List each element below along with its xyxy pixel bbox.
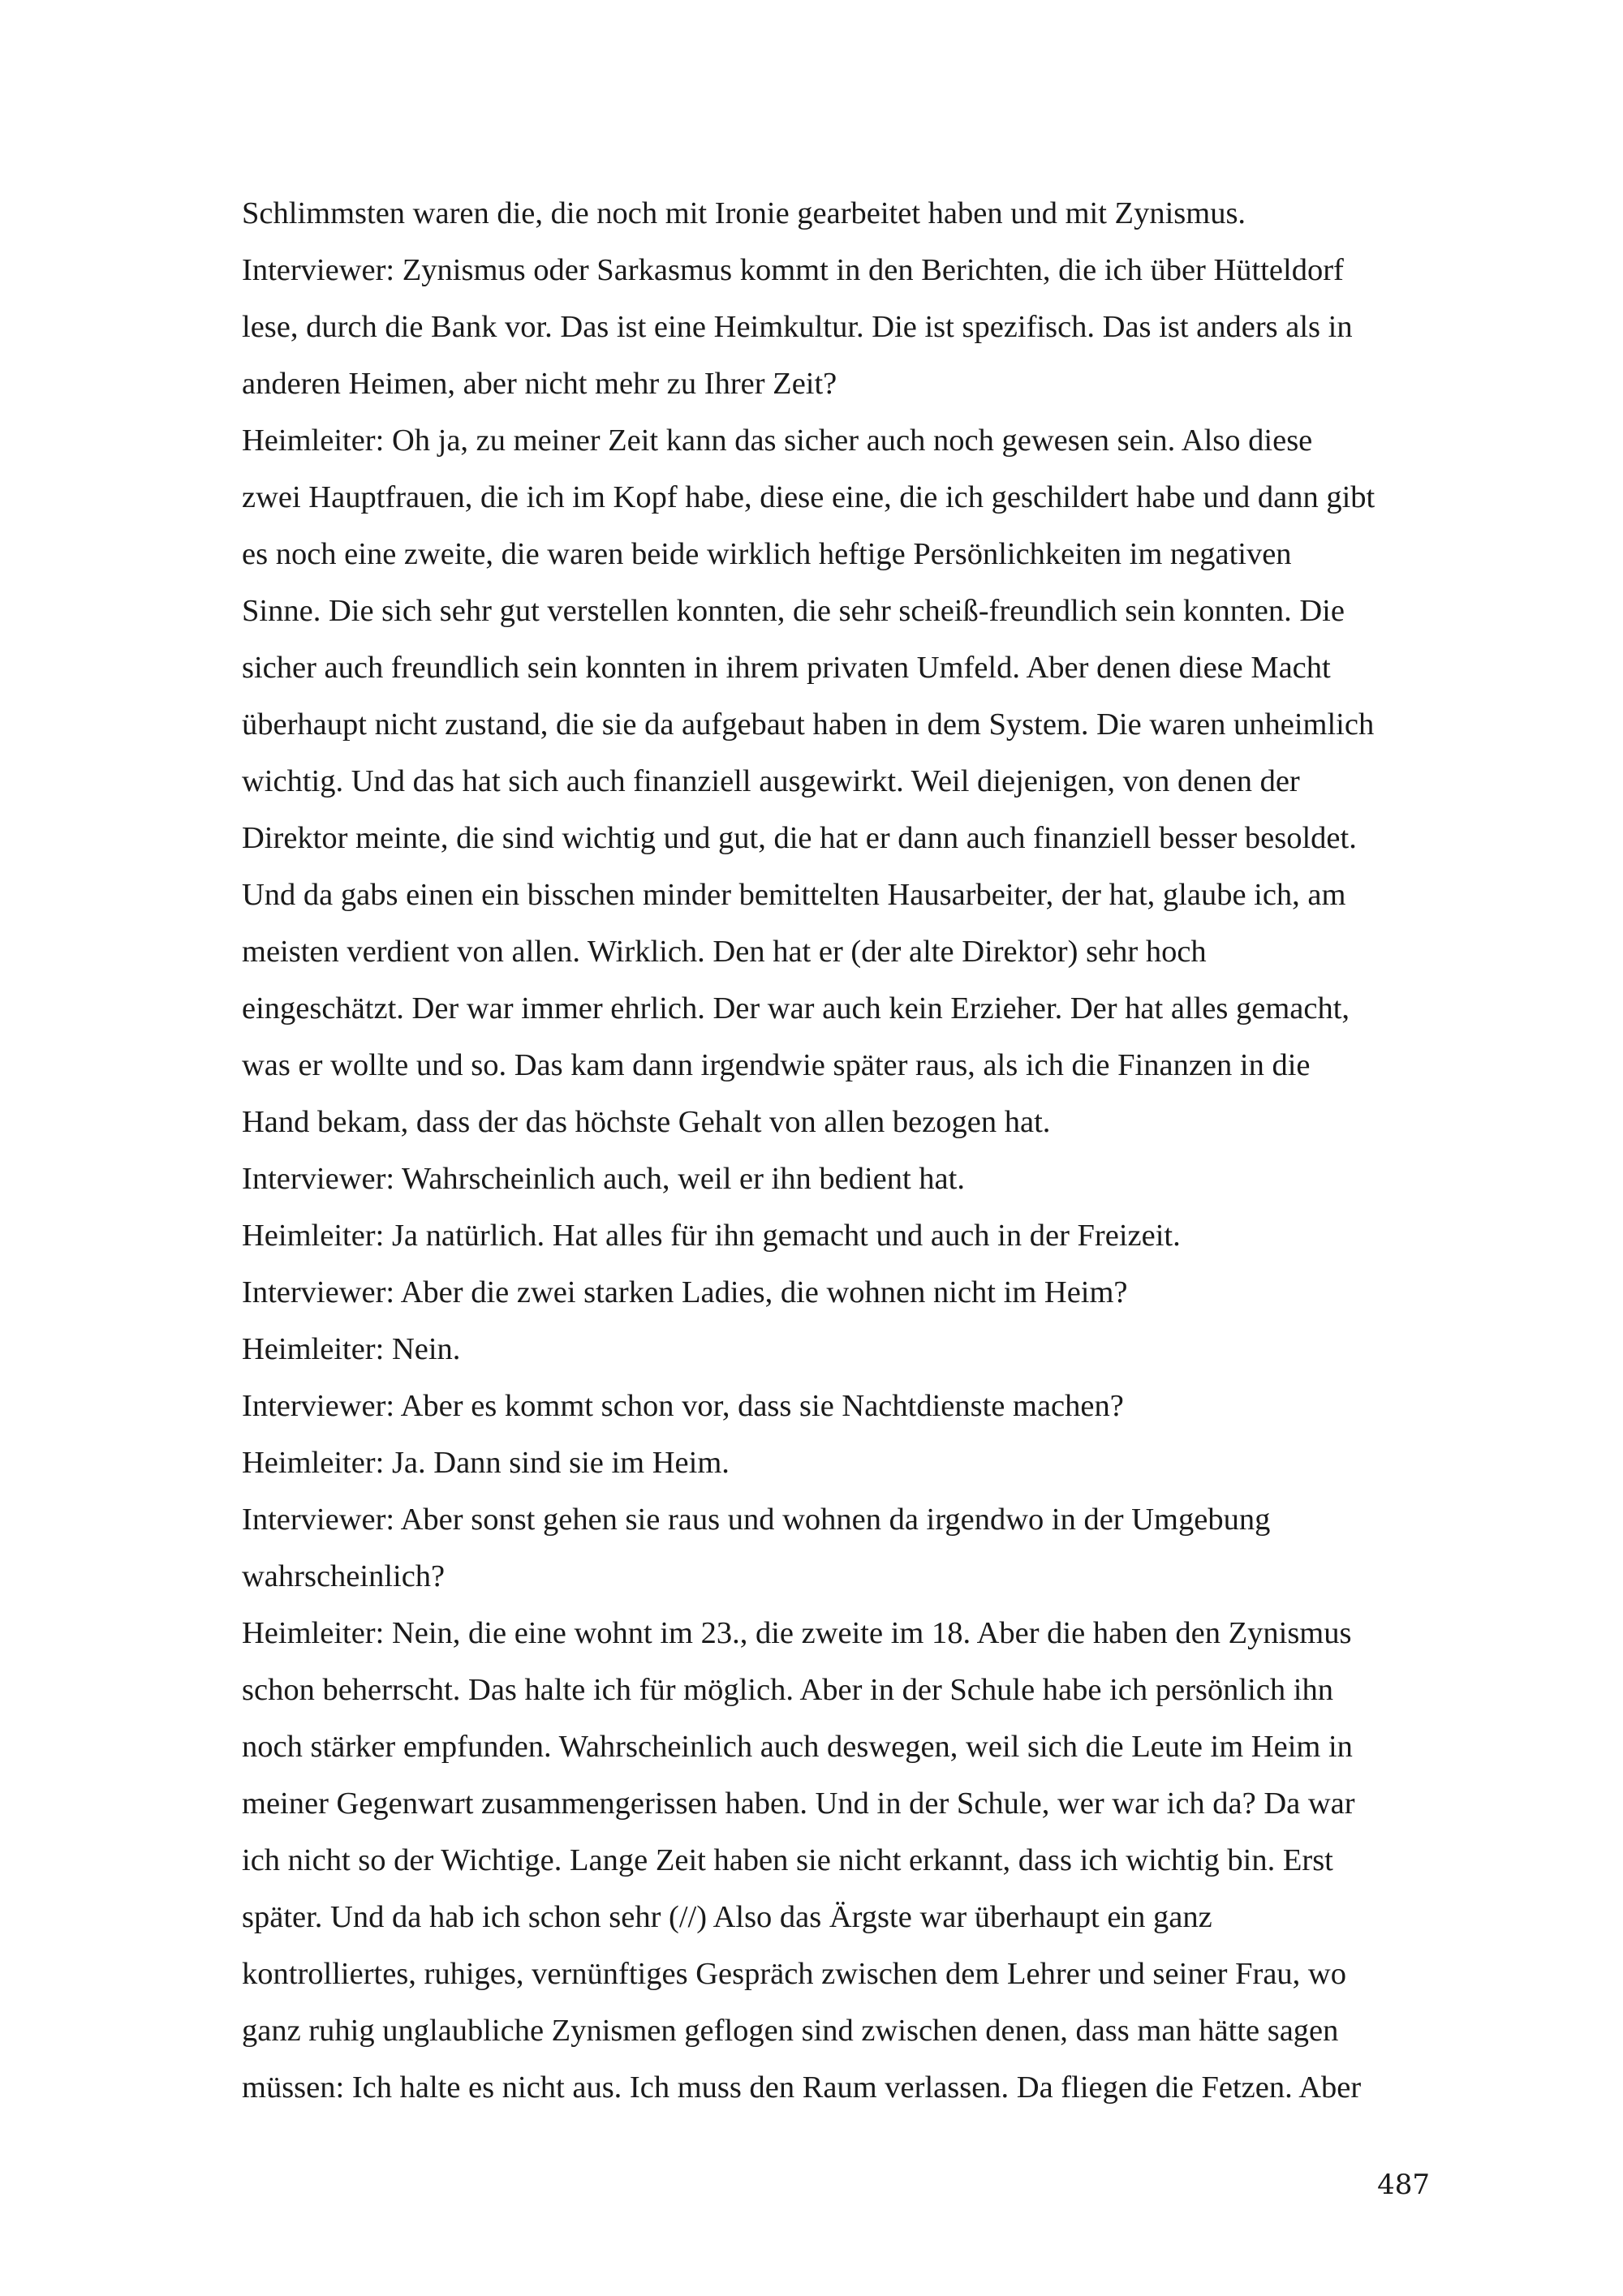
text-line: wahrscheinlich? (242, 1559, 446, 1593)
text-line: Heimleiter: Ja natürlich. Hat alles für ihn gemacht und auch in der Freizeit. (242, 1219, 1181, 1253)
text-line: ganz ruhig unglaubliche Zynismen geflogen sind zwischen denen, dass man hätte sagen (242, 2014, 1339, 2048)
text-line: wichtig. Und das hat sich auch finanziell ausgewirkt. Weil diejenigen, von denen der (242, 764, 1300, 798)
text-line: was er wollte und so. Das kam dann irgendwie später raus, als ich die Finanzen in die (242, 1048, 1311, 1082)
text-line: Interviewer: Aber sonst gehen sie raus und wohnen da irgendwo in der Umgebung (242, 1503, 1271, 1537)
text-line: Heimleiter: Ja. Dann sind sie im Heim. (242, 1446, 730, 1480)
text-line: Heimleiter: Nein, die eine wohnt im 23., die zweite im 18. Aber die haben den Zynismus (242, 1616, 1352, 1650)
text-line: Sinne. Die sich sehr gut verstellen konnten, die sehr scheiß-freundlich sein konnten. Die (242, 594, 1345, 628)
text-line: sicher auch freundlich sein konnten in ihrem privaten Umfeld. Aber denen diese Macht (242, 651, 1331, 685)
text-line: anderen Heimen, aber nicht mehr zu Ihrer Zeit? (242, 367, 837, 401)
text-line: Interviewer: Wahrscheinlich auch, weil er ihn bedient hat. (242, 1162, 965, 1196)
text-line: Und da gabs einen ein bisschen minder bemittelten Hausarbeiter, der hat, glaube ich, am (242, 878, 1346, 912)
text-line: überhaupt nicht zustand, die sie da aufgebaut haben in dem System. Die waren unheimlich (242, 707, 1375, 742)
text-line: Interviewer: Aber es kommt schon vor, dass sie Nachtdienste machen? (242, 1389, 1124, 1423)
body-text (242, 185, 1441, 2116)
text-line: Direktor meinte, die sind wichtig und gut, die hat er dann auch finanziell besser besoldet. (242, 821, 1357, 855)
text-line: Schlimmsten waren die, die noch mit Ironie gearbeitet haben und mit Zynismus. (242, 196, 1246, 230)
text-line: Heimleiter: Oh ja, zu meiner Zeit kann das sicher auch noch gewesen sein. Also diese (242, 424, 1313, 458)
page-number: 487 (1377, 2169, 1430, 2201)
text-line: Hand bekam, dass der das höchste Gehalt von allen bezogen hat. (242, 1105, 1051, 1139)
text-line: kontrolliertes, ruhiges, vernünftiges Gespräch zwischen dem Lehrer und seiner Frau, wo (242, 1957, 1346, 1991)
text-line: müssen: Ich halte es nicht aus. Ich muss den Raum verlassen. Da fliegen die Fetzen. Aber (242, 2070, 1362, 2105)
text-line: lese, durch die Bank vor. Das ist eine Heimkultur. Die ist spezifisch. Das ist anders als in (242, 310, 1353, 344)
text-line: ich nicht so der Wichtige. Lange Zeit haben sie nicht erkannt, dass ich wichtig bin. Erst (242, 1843, 1333, 1877)
text-line: meisten verdient von allen. Wirklich. Den hat er (der alte Direktor) sehr hoch (242, 935, 1207, 969)
text-line: schon beherrscht. Das halte ich für möglich. Aber in der Schule habe ich persönlich ihn (242, 1673, 1333, 1707)
text-line: noch stärker empfunden. Wahrscheinlich auch deswegen, weil sich die Leute im Heim in (242, 1730, 1353, 1764)
text-line: zwei Hauptfrauen, die ich im Kopf habe, diese eine, die ich geschildert habe und dann gibt (242, 480, 1375, 514)
text-line: meiner Gegenwart zusammengerissen haben. Und in der Schule, wer war ich da? Da war (242, 1786, 1355, 1821)
text-line: später. Und da hab ich schon sehr (//) Also das Ärgste war überhaupt ein ganz (242, 1900, 1212, 1934)
text-line: Interviewer: Zynismus oder Sarkasmus kommt in den Berichten, die ich über Hütteldorf (242, 253, 1344, 287)
text-line: Heimleiter: Nein. (242, 1332, 461, 1366)
text-line: eingeschätzt. Der war immer ehrlich. Der war auch kein Erzieher. Der hat alles gemacht, (242, 991, 1350, 1025)
text-line: es noch eine zweite, die waren beide wirklich heftige Persönlichkeiten im negativen (242, 537, 1292, 571)
text-line: Interviewer: Aber die zwei starken Ladies, die wohnen nicht im Heim? (242, 1275, 1128, 1309)
